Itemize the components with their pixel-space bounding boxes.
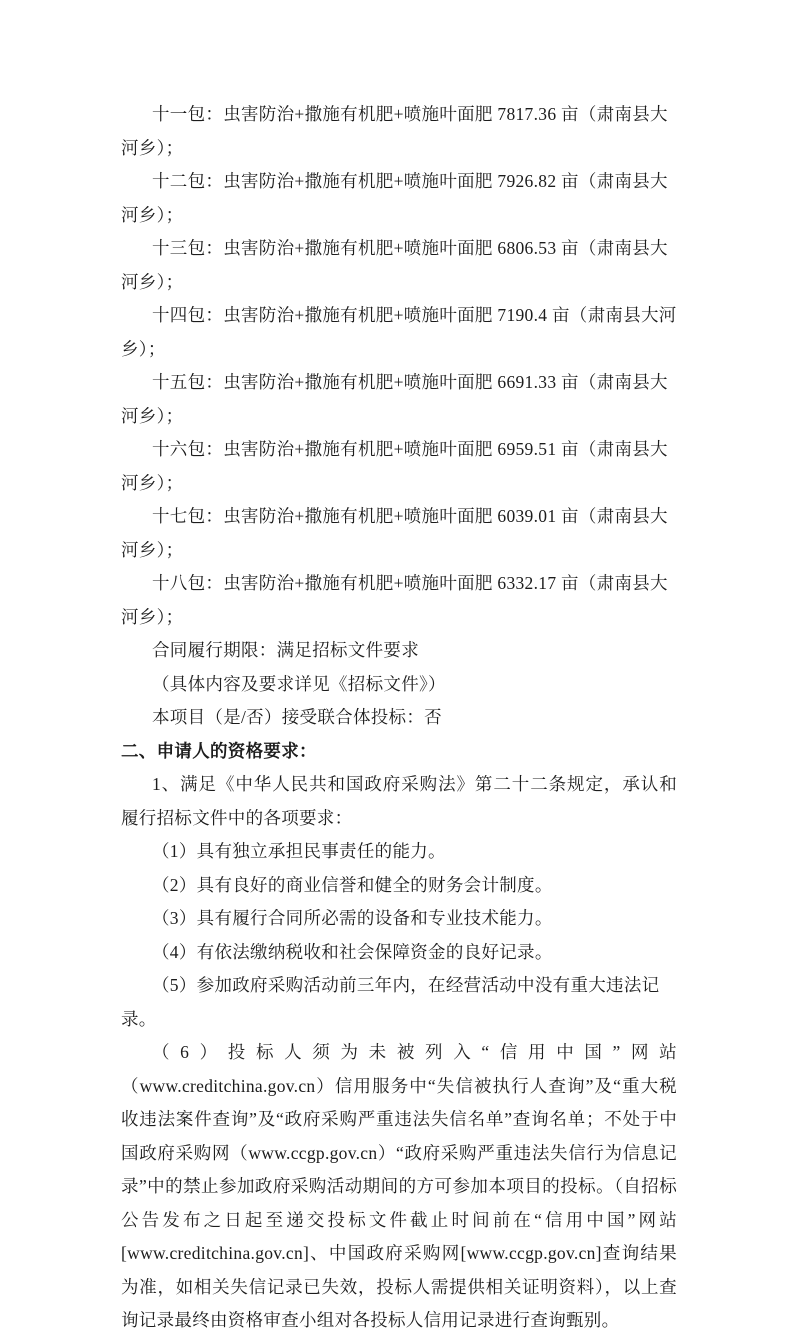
qualification-item-2: （2）具有良好的商业信誉和健全的财务会计制度。 [152, 874, 553, 895]
qualification-clause-1: 1、满足《中华人民共和国政府采购法》第二十二条规定，承认和履行招标文件中的各项要求： [121, 774, 677, 828]
section-heading-applicant-qualifications: 二、申请人的资格要求： [121, 740, 317, 761]
package-line-12: 十二包：虫害防治+撒施有机肥+喷施叶面肥 7926.82 亩（肃南县大河乡）； [121, 171, 668, 225]
package-line-18: 十八包：虫害防治+撒施有机肥+喷施叶面肥 6332.17 亩（肃南县大河乡）； [121, 573, 668, 627]
package-line-14: 十四包：虫害防治+撒施有机肥+喷施叶面肥 7190.4 亩（肃南县大河乡）； [121, 305, 677, 359]
package-line-13: 十三包：虫害防治+撒施有机肥+喷施叶面肥 6806.53 亩（肃南县大河乡）； [121, 238, 668, 292]
qualification-item-5: （5）参加政府采购活动前三年内，在经营活动中没有重大违法记录。 [121, 975, 660, 1029]
qualification-item-4: （4）有依法缴纳税收和社会保障资金的良好记录。 [152, 941, 553, 962]
package-line-16: 十六包：虫害防治+撒施有机肥+喷施叶面肥 6959.51 亩（肃南县大河乡）； [121, 439, 668, 493]
consortium-line: 本项目（是/否）接受联合体投标：否 [152, 707, 442, 727]
qualification-item-6: （6）投标人须为未被列入“信用中国”网站（www.creditchina.gov.cn）信用服务中“失信被执行人查询”及“重大税收违法案件查询”及“政府采购严重违法失信名单”查询名单；不处于中国政府采购网（www.ccgp.gov.cn）“政府采购严重违法失信行为信息记录”中的禁止参加政府采购活动期间的方可参加本项目的投标。（自招标公告发布之日起至递交投标文件截止时间前在“信用中国”网站[www.creditchina.gov.cn]、中国政府采购网[www.ccgp.gov.cn]查询结果为准，如相关失信记录已失效，投标人需提供相关证明资料），以上查询记录最终由资格审查小组对各投标人信用记录进行查询甄别。 [121, 1042, 677, 1330]
package-line-11: 十一包：虫害防治+撒施有机肥+喷施叶面肥 7817.36 亩（肃南县大河乡）； [121, 104, 668, 158]
document-content [121, 98, 677, 1338]
package-line-17: 十七包：虫害防治+撒施有机肥+喷施叶面肥 6039.01 亩（肃南县大河乡）； [121, 506, 668, 560]
contract-period-line: 合同履行期限：满足招标文件要求 [152, 640, 419, 660]
package-line-15: 十五包：虫害防治+撒施有机肥+喷施叶面肥 6691.33 亩（肃南县大河乡）； [121, 372, 668, 426]
detail-note-line: （具体内容及要求详见《招标文件》） [152, 673, 446, 694]
qualification-item-3: （3）具有履行合同所必需的设备和专业技术能力。 [152, 908, 553, 928]
qualification-item-1: （1）具有独立承担民事责任的能力。 [152, 841, 446, 861]
